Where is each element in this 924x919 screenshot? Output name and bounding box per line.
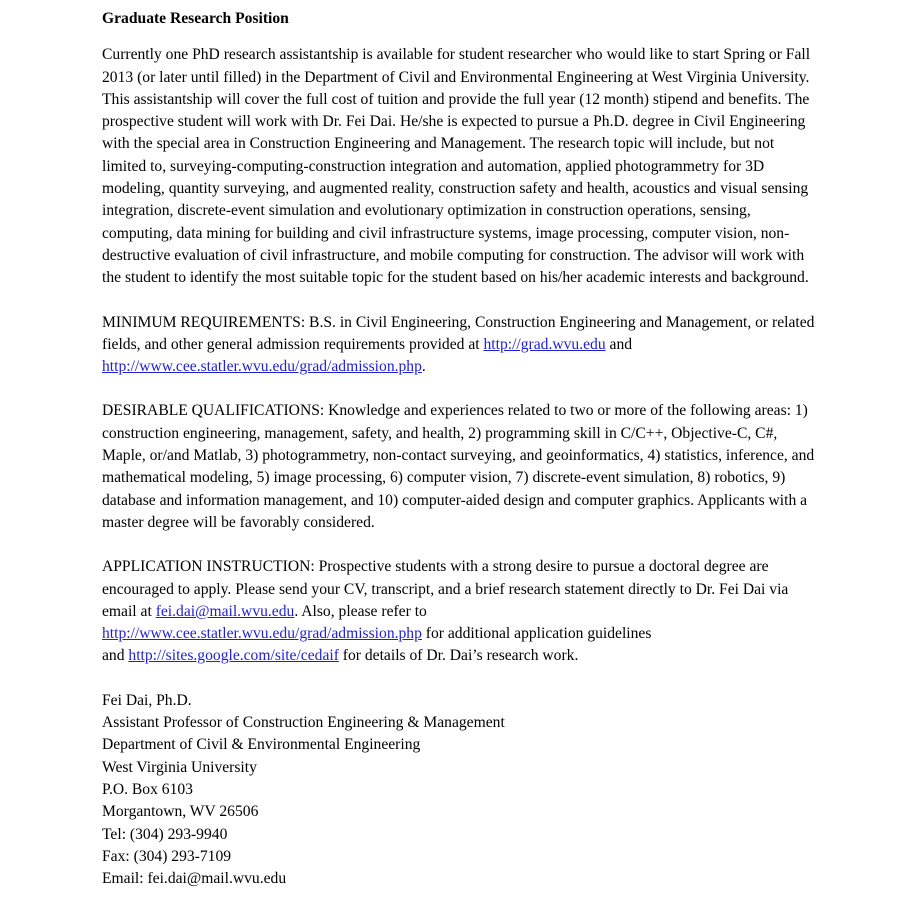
minimum-requirements-paragraph [102, 312, 818, 379]
research-site-link[interactable]: http://sites.google.com/site/cedaif [128, 647, 339, 665]
application-after1: for additional application guidelines [421, 625, 652, 643]
signature-email: Email: fei.dai@mail.wvu.edu [102, 870, 287, 888]
document-title: Graduate Research Position [102, 10, 289, 27]
signature-position: Assistant Professor of Construction Engineering & Management [102, 714, 505, 732]
signature-university: West Virginia University [102, 758, 257, 776]
application-after2: for details of Dr. Dai’s research work. [338, 647, 579, 665]
intro-paragraph: Currently one PhD research assistantship is available for student researcher who would like to start Spring or Fall 2013 (or later until filled) in the Department of Civil and Environmental Engineering at West Virginia University. This assistantship will cover the full cost of tuition and provide the full year (12 month) stipend and benefits. The prospective student will work with Dr. Fei Dai. He/she is expected to pursue a Ph.D. degree in Civil Engineering with the special area in Construction Engineering and Management. The research topic will include, but not limited to, surveying-computing-construction integration and automation, applied photogrammetry for 3D modeling, quantity surveying, and augmented reality, construction safety and health, acoustics and visual sensing integration, discrete-event simulation and evolutionary optimization in construction operations, sensing, computing, data mining for building and civil infrastructure systems, image processing, computer vision, non-destructive evaluation of civil infrastructure, and mobile computing for construction. The advisor will work with the student to identify the most suitable topic for the student based on his/her academic interests and background. [102, 46, 811, 287]
document-page [102, 6, 818, 890]
signature-department: Department of Civil & Environmental Engineering [102, 736, 421, 754]
min-req-text: MINIMUM REQUIREMENTS: B.S. in Civil Engineering, Construction Engineering and Management, or related fields, and other general admission requirements provided at [102, 313, 815, 353]
min-req-and: and [605, 335, 633, 353]
application-mid: . Also, please refer to [294, 602, 427, 620]
signature-city: Morgantown, WV 26506 [102, 803, 259, 821]
desirable-qualifications-paragraph: DESIRABLE QUALIFICATIONS: Knowledge and experiences related to two or more of the following areas: 1) construction engineering, management, safety, and health, 2) programming skill in C/C++, Objective-C, C#, Maple, or/and Matlab, 3) photogrammetry, non-contact surveying, and geoinformatics, 4) statistics, inference, and mathematical modeling, 5) image processing, 6) computer vision, 7) discrete-event simulation, 8) robotics, 9) database and information management, and 10) computer-aided design and computer graphics. Applicants with a master degree will be favorably considered. [102, 402, 815, 531]
signature-tel: Tel: (304) 293-9940 [102, 825, 228, 843]
signature-name: Fei Dai, Ph.D. [102, 691, 192, 709]
min-req-end: . [421, 358, 426, 376]
application-and: and [102, 647, 129, 665]
application-text: APPLICATION INSTRUCTION: Prospective students with a strong desire to pursue a doctoral degree are encouraged to apply. Please send your CV, transcript, and a brief research statement directly to Dr. Fei Dai via email at [102, 558, 789, 620]
admission-guidelines-link[interactable]: http://www.cee.statler.wvu.edu/grad/admission.php [102, 625, 422, 643]
signature-po-box: P.O. Box 6103 [102, 780, 193, 798]
grad-wvu-link[interactable]: http://grad.wvu.edu [483, 335, 606, 353]
signature-block [102, 690, 818, 891]
signature-fax: Fax: (304) 293-7109 [102, 847, 232, 865]
application-instruction-paragraph [102, 556, 818, 667]
email-link[interactable]: fei.dai@mail.wvu.edu [155, 602, 295, 620]
admission-link[interactable]: http://www.cee.statler.wvu.edu/grad/admission.php [102, 358, 422, 376]
